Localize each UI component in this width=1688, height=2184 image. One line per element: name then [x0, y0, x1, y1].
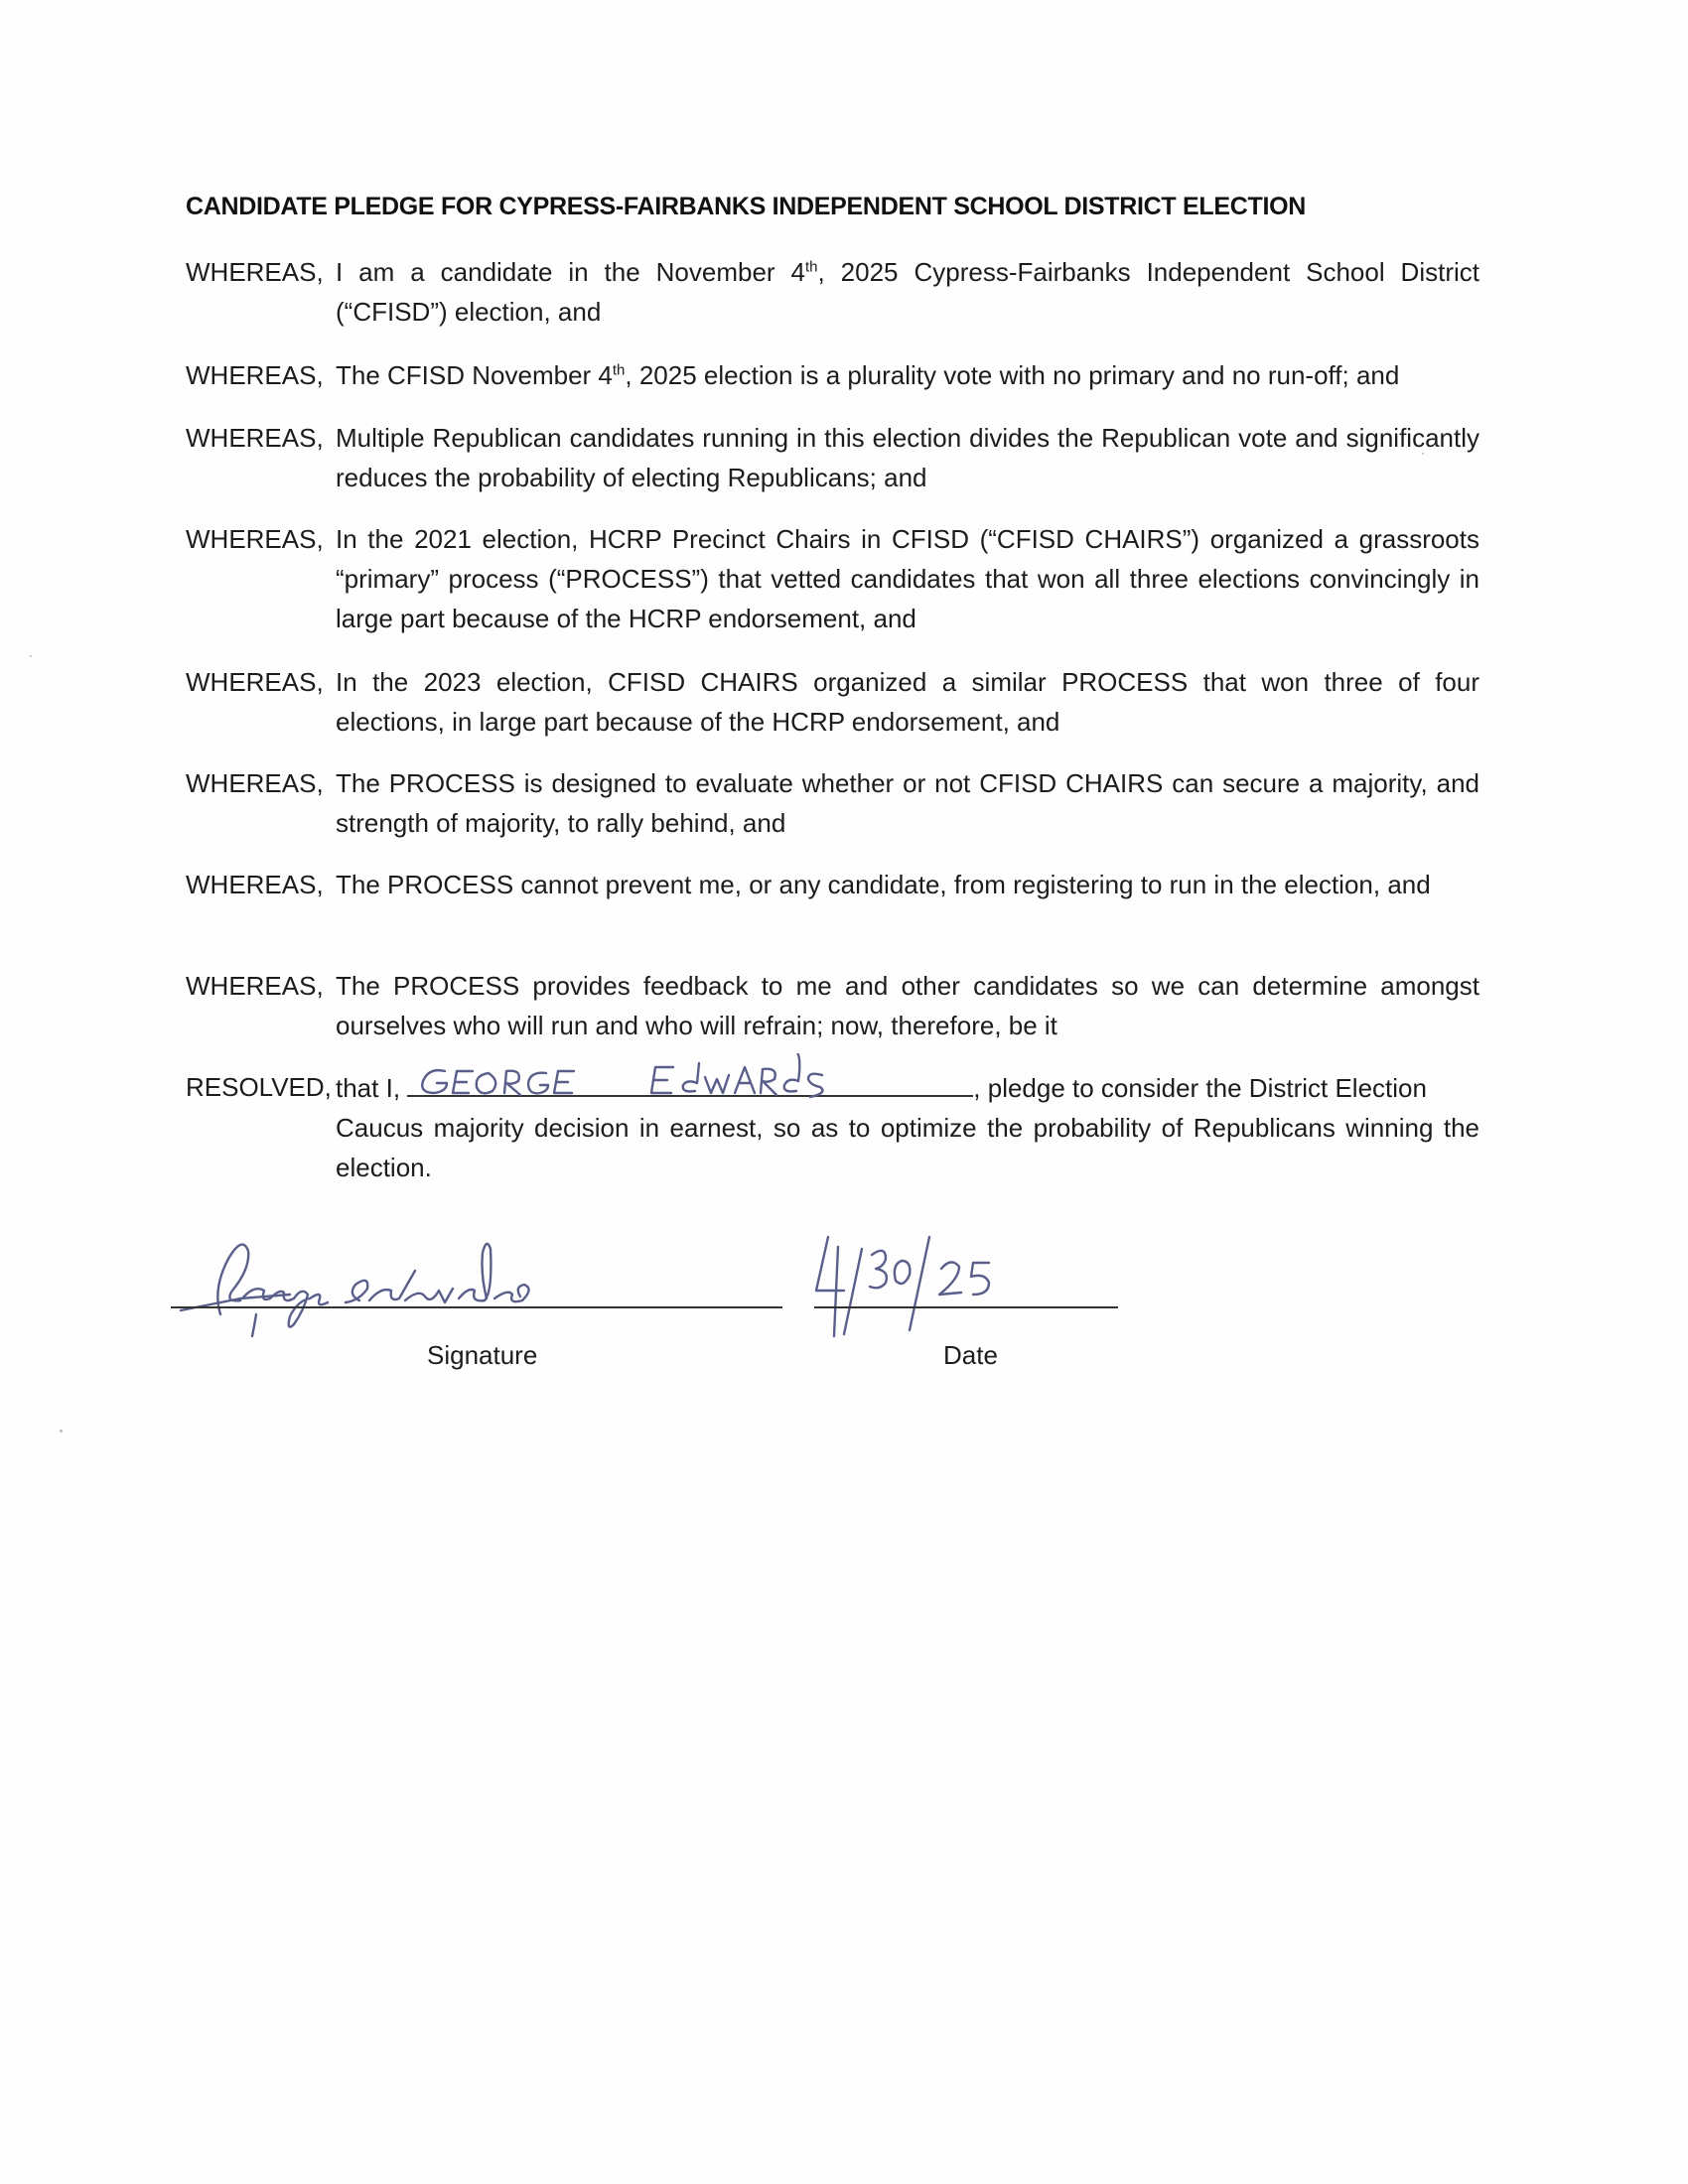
signature-line	[171, 1306, 782, 1308]
whereas-clause-6	[186, 763, 1479, 843]
date-ink	[814, 1227, 1053, 1346]
clause-text: The PROCESS cannot prevent me, or any candidate, from registering to run in the election, and	[336, 870, 1431, 899]
clause-text: I am a candidate in the November 4th, 2025 Cypress-Fairbanks Independent School District (“CFISD”) election, and	[336, 257, 1479, 327]
resolved-clause	[186, 1067, 1479, 1187]
whereas-clause-4	[186, 519, 1479, 638]
signature-label: Signature	[427, 1340, 538, 1370]
whereas-clause-5	[186, 662, 1479, 742]
clause-keyword: WHEREAS,	[186, 423, 324, 453]
resolved-text	[336, 1067, 1479, 1187]
clause-keyword: WHEREAS,	[186, 768, 324, 798]
whereas-clause-8	[186, 966, 1479, 1045]
clause-keyword: WHEREAS,	[186, 360, 324, 390]
clause-keyword: RESOLVED,	[186, 1072, 332, 1102]
scan-speck	[1422, 453, 1424, 455]
whereas-clause-1	[186, 252, 1479, 332]
clause-text: The PROCESS is designed to evaluate whether or not CFISD CHAIRS can secure a majority, and strength of majority, to rally behind, and	[336, 768, 1479, 838]
clause-text: The CFISD November 4th, 2025 election is a plurality vote with no primary and no run-off; and	[336, 360, 1400, 390]
scan-speck	[30, 655, 32, 657]
whereas-clause-3	[186, 418, 1479, 497]
whereas-clause-2	[186, 355, 1479, 395]
name-blank-field	[407, 1067, 973, 1097]
clause-text: The PROCESS provides feedback to me and other candidates so we can determine amongst ourselves who will run and who will refrain; now, therefore, be it	[336, 971, 1479, 1040]
signature-name	[0, 0, 1, 1]
clause-keyword: WHEREAS,	[186, 257, 324, 287]
date-value	[0, 0, 1, 1]
document-title: CANDIDATE PLEDGE FOR CYPRESS-FAIRBANKS INDEPENDENT SCHOOL DISTRICT ELECTION	[186, 193, 1307, 220]
resolved-suffix: , pledge to consider the District Election	[973, 1073, 1427, 1103]
scan-speck	[60, 1430, 63, 1433]
clause-keyword: WHEREAS,	[186, 524, 324, 554]
date-line	[814, 1306, 1118, 1308]
clause-text: Multiple Republican candidates running in this election divides the Republican vote and significantly reduces the probability of electing Republicans; and	[336, 423, 1479, 492]
whereas-clause-7	[186, 865, 1479, 904]
clause-text: In the 2021 election, HCRP Precinct Chairs in CFISD (“CFISD CHAIRS”) organized a grassroots “primary” process (“PROCESS”) that vetted candidates that won all three elections convincingly in large part because of the HCRP endorsement, and	[336, 524, 1479, 633]
date-label: Date	[943, 1340, 998, 1370]
clause-keyword: WHEREAS,	[186, 667, 324, 697]
clause-keyword: WHEREAS,	[186, 870, 324, 899]
resolved-continuation: Caucus majority decision in earnest, so as to optimize the probability of Republicans winning the election.	[336, 1113, 1479, 1182]
handwritten-name	[407, 1053, 973, 1105]
signature-ink	[171, 1229, 588, 1338]
clause-keyword: WHEREAS,	[186, 971, 324, 1001]
clause-text: In the 2023 election, CFISD CHAIRS organized a similar PROCESS that won three of four elections, in large part because of the HCRP endorsement, and	[336, 667, 1479, 737]
resolved-prefix: that I,	[336, 1073, 401, 1103]
